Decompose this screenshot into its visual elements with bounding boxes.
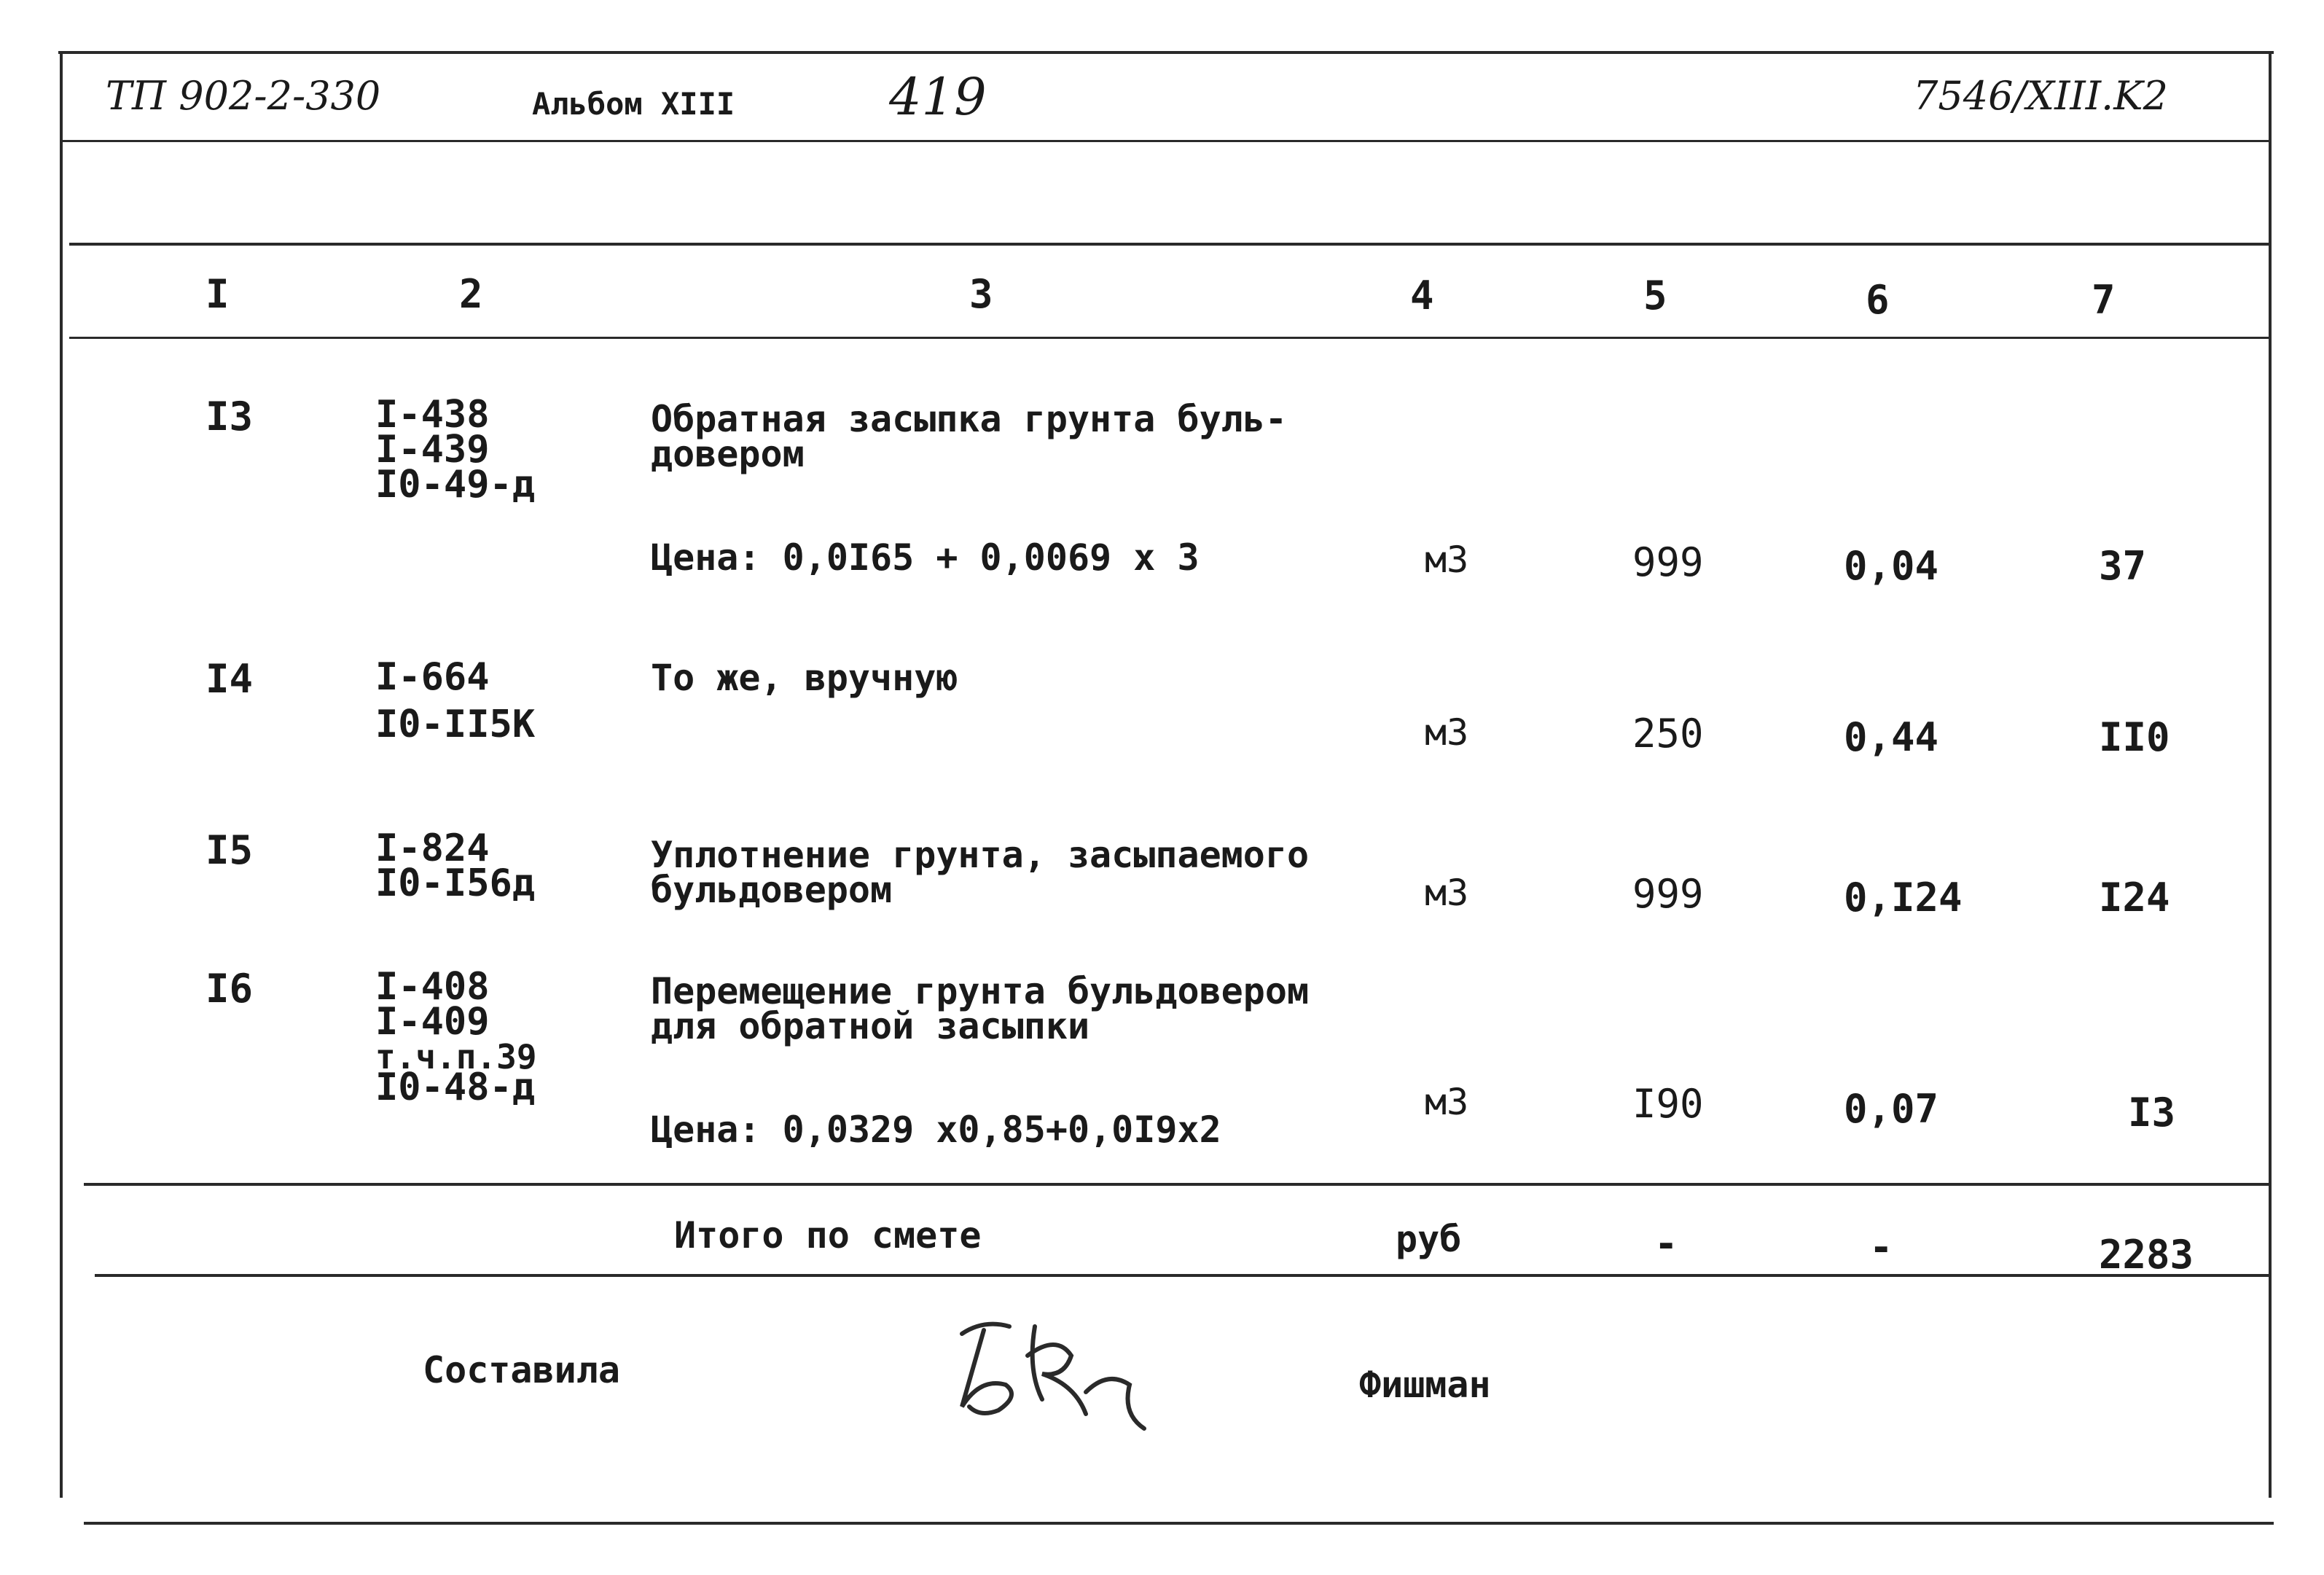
page-number: 419 [889,67,987,127]
project-code: ТП 902-2-330 [106,73,381,119]
unit-price: 0,07 [1844,1086,1939,1132]
norm-code: т.ч.п.39 [375,1037,537,1076]
norm-code: I0-49-д [375,463,536,507]
archive-code: 7546/XIII.K2 [1913,73,2168,119]
col-header-3: 3 [969,271,993,317]
total-label: Итого по смете [674,1214,982,1257]
norm-code: I0-II5К [375,703,536,746]
col-header-6: 6 [1866,277,1890,323]
norm-code: I0-I56д [375,861,536,905]
rule-above-columns [69,243,2270,246]
quantity: 250 [1632,711,1704,757]
row-number: I5 [206,827,254,873]
work-description: довером [651,433,805,475]
work-description: бульдовером [651,869,893,911]
row-number: I3 [206,394,254,439]
frame-left [60,51,63,1498]
frame-top [58,51,2274,54]
norm-code: I-438 [375,393,490,437]
total-price: - [1869,1224,1893,1270]
compiler-name: Фишман [1359,1364,1491,1406]
handwritten-signature [940,1305,1166,1436]
work-description: Уплотнение грунта, засыпаемого [651,834,1310,876]
row-number: I6 [206,966,254,1012]
work-description: Обратная засыпка грунта буль- [651,398,1287,440]
rule-below-columns [69,337,2270,339]
norm-code: I-409 [375,1000,490,1044]
norm-code: I-408 [375,965,490,1009]
quantity: I90 [1632,1081,1704,1127]
price-formula: Цена: 0,0329 x0,85+0,0I9x2 [651,1109,1221,1151]
unit-price: 0,04 [1844,543,1939,589]
row-total: I24 [2099,875,2170,921]
total-quantity: - [1654,1221,1678,1267]
col-header-1: I [206,271,230,317]
grand-total: 2283 [2099,1232,2194,1278]
work-description: Перемещение грунта бульдовером [651,970,1310,1012]
norm-code: I-439 [375,428,490,472]
rule-under-title [62,140,2270,142]
norm-code: I-824 [375,826,490,870]
row-number: I4 [206,656,254,702]
row-total: II0 [2099,714,2170,760]
norm-code: I0-48-д [375,1066,536,1109]
total-unit: руб [1396,1218,1462,1260]
work-description: То же, вручную [651,657,958,699]
col-header-4: 4 [1410,273,1434,318]
unit-price: 0,44 [1844,714,1939,760]
row-total: 37 [2099,543,2147,589]
col-header-7: 7 [2092,277,2116,323]
price-formula: Цена: 0,0I65 + 0,0069 x 3 [651,536,1200,579]
col-header-5: 5 [1643,273,1667,318]
frame-bottom [84,1522,2274,1525]
quantity: 999 [1632,539,1704,585]
rule-below-total [95,1274,2270,1277]
norm-code: I-664 [375,655,490,699]
work-description: для обратной засыпки [651,1005,1090,1047]
quantity: 999 [1632,871,1704,917]
unit-price: 0,I24 [1844,875,1963,921]
unit: м3 [1425,872,1469,914]
unit: м3 [1425,539,1469,581]
unit: м3 [1425,1081,1469,1123]
compiled-by-label: Составила [423,1349,620,1391]
rule-above-total [84,1183,2270,1186]
col-header-2: 2 [459,271,483,317]
row-total: I3 [2128,1090,2176,1136]
frame-right [2269,51,2272,1498]
unit: м3 [1425,711,1469,754]
album-label: Альбом XIII [532,86,735,122]
